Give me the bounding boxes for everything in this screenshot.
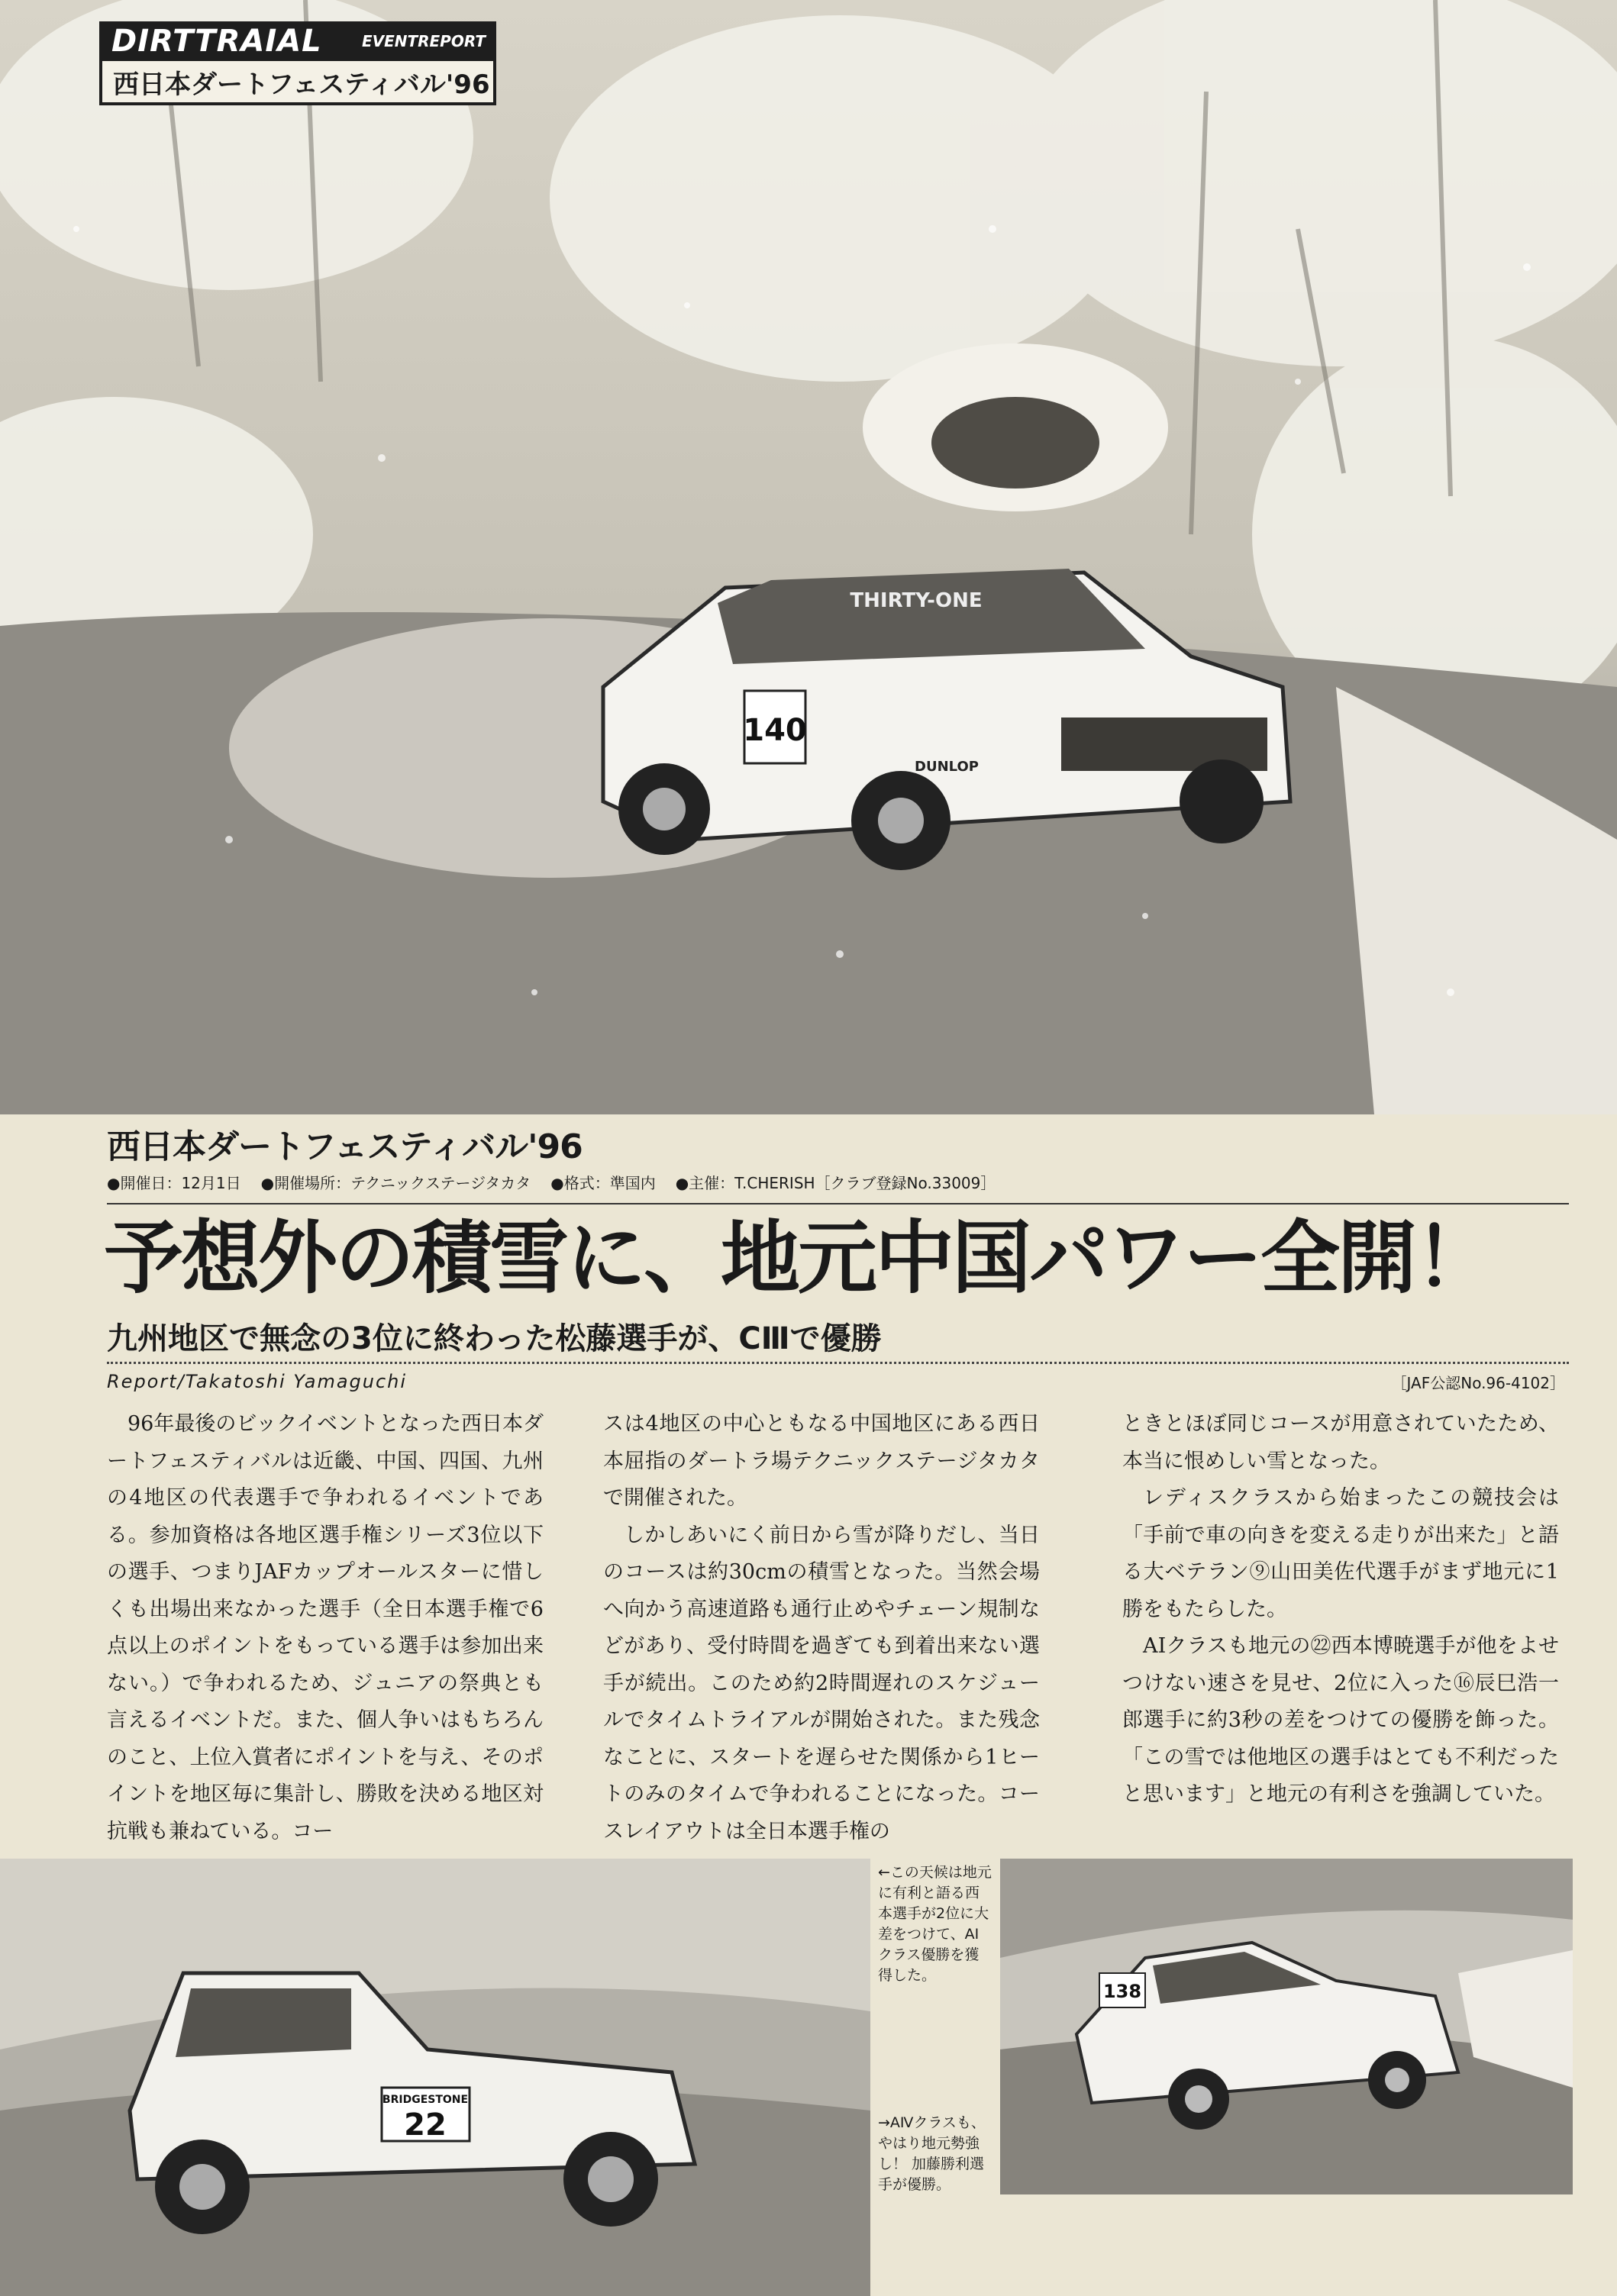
small-car-number: 22: [404, 2107, 447, 2143]
main-car-bumper: DUNLOP: [915, 759, 979, 775]
permit-number: ［JAF公認No.96-4102］: [1391, 1374, 1565, 1392]
paragraph: スは4地区の中心ともなる中国地区にある西日本屈指のダートラ場テクニックステージタカタで開催された。: [603, 1412, 1040, 1510]
paragraph: 96年最後のビックイベントとなった西日本ダートフェスティバルは近畿、中国、四国、九州の4地区の代表選手で争われるイベントである。参加資格は各地区選手権シリーズ3位以下の選手、つまりJAFカップオールスターに惜しくも出場出来なかった選手（全日本選手権で6点以上のポイントをもっている選手は参加出来ない。）で争われるため、ジュニアの祭典とも言えるイベントだ。また、個人争いはもちろんのこと、上位入賞者にポイントを与え、そのポイントを地区毎に集計し、勝敗を決める地区対抗戦も兼ねている。コー: [107, 1412, 544, 1843]
main-photo: [0, 0, 1617, 1114]
info-organizer: ●主催：T.CHERISH［クラブ登録No.33009］: [675, 1174, 996, 1192]
caption-left: ←この天候は地元に有利と語る西本選手が2位に大差をつけて、AⅠクラス優勝を獲得した。: [878, 1864, 992, 1984]
headline: 予想外の積雪に、地元中国パワー全開！: [104, 1211, 1493, 1304]
paragraph: ときとほぼ同じコースが用意されていたため、本当に恨めしい雪となった。: [1122, 1412, 1559, 1473]
photo-right-car: [1000, 1859, 1573, 2194]
info-venue: ●開催場所：テクニックステージタカタ: [260, 1174, 531, 1192]
sub-rule: [107, 1362, 1569, 1364]
header-rule: [107, 1203, 1569, 1204]
byline: Report/Takatoshi Yamaguchi: [107, 1371, 408, 1392]
subheadline: 九州地区で無念の3位に終わった松藤選手が、CⅢで優勝: [107, 1321, 882, 1356]
info-format: ●格式：準国内: [550, 1174, 656, 1192]
info-date: ●開催日：12月1日: [107, 1174, 241, 1192]
paragraph: レディスクラスから始まったこの競技会は「手前で車の向きを変える走りが出来た」と語る大ベテラン⑨山田美佐代選手がまず地元に1勝をもたらした。: [1122, 1486, 1559, 1621]
caption-right: →AⅣクラスも、やはり地元勢強し！ 加藤勝利選手が優勝。: [878, 2114, 986, 2193]
event-title: 西日本ダートフェスティバル'96: [107, 1127, 583, 1166]
report-type-label: EVENTREPORT: [361, 32, 486, 50]
article-column-3: [1122, 1406, 1559, 1814]
main-car-banner: THIRTY-ONE: [850, 589, 983, 612]
small-car-sticker: BRIDGESTONE: [382, 2094, 469, 2106]
photo-small-car: [0, 1859, 870, 2296]
section-tag: [99, 21, 496, 108]
main-car-plate: 140: [743, 713, 807, 748]
event-info: [107, 1171, 996, 1193]
article-column-2: [603, 1406, 1040, 1850]
event-name-tag: 西日本ダートフェスティバル'96: [99, 61, 496, 105]
paragraph: AⅠクラスも地元の㉒西本博暁選手が他をよせつけない速さを見せ、2位に入った⑯辰巳浩一郎選手に約3秒の差をつけての優勝を飾った。「この雪では他地区の選手はとても不利だったと思います」と地元の有利さを強調していた。: [1122, 1634, 1559, 1806]
right-car-number: 138: [1102, 1981, 1142, 2002]
article-column-1: [107, 1406, 544, 1850]
paragraph: しかしあいにく前日から雪が降りだし、当日のコースは約30cmの積雪となった。当然会場へ向かう高速道路も通行止めやチェーン規制などがあり、受付時間を過ぎても到着出来ない選手が続出。このため約2時間遅れのスケジュールでタイムトライアルが開始された。また残念なことに、スタートを遅らせた関係から1ヒートのみのタイムで争われることになった。コースレイアウトは全日本選手権の: [603, 1523, 1040, 1843]
series-label: DIRTTRAIAL: [111, 24, 322, 59]
